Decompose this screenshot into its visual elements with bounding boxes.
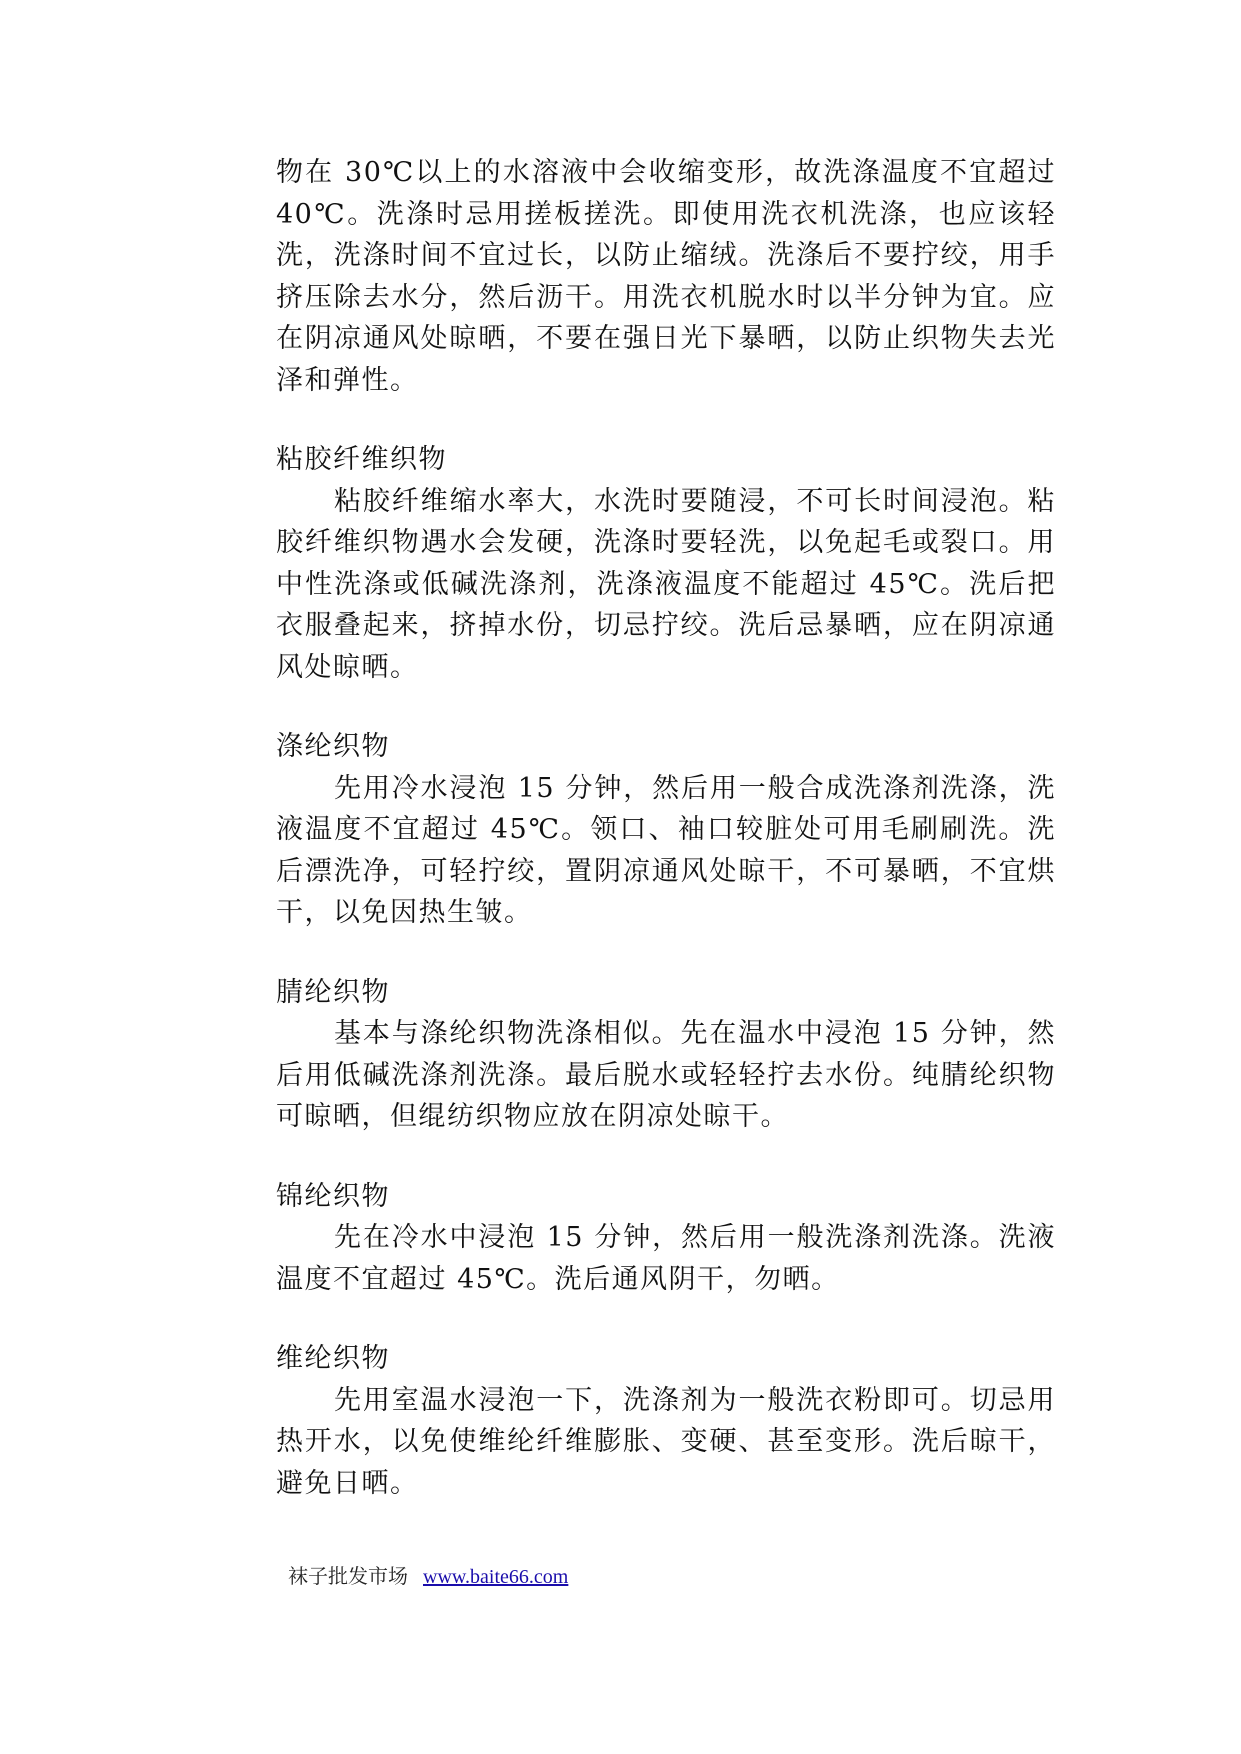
section-heading: 腈纶织物	[276, 976, 390, 1008]
document-body	[276, 152, 1056, 1504]
footer-website-link[interactable]: www.baite66.com	[423, 1566, 569, 1588]
section-polyester	[276, 726, 1056, 934]
section-viscose	[276, 439, 1056, 688]
section-paragraph: 先用冷水浸泡 15 分钟，然后用一般合成洗涤剂洗涤，洗液温度不宜超过 45℃。领口、袖口较脏处可用毛刷刷洗。洗后漂洗净，可轻拧绞，置阴凉通风处晾干，不可暴晒，不宜烘干，以免因热生皱。	[276, 772, 1056, 928]
section-heading: 粘胶纤维织物	[276, 444, 447, 475]
page-footer	[288, 1560, 568, 1589]
section-paragraph: 先在冷水中浸泡 15 分钟，然后用一般洗涤剂洗涤。洗液温度不宜超过 45℃。洗后通风阴干，勿晒。	[276, 1222, 1056, 1295]
section-heading: 锦纶织物	[276, 1180, 390, 1212]
section-nylon	[276, 1176, 1056, 1301]
footer-label: 袜子批发市场	[288, 1566, 408, 1588]
section-acrylic	[276, 972, 1056, 1138]
section-paragraph: 粘胶纤维缩水率大，水洗时要随浸，不可长时间浸泡。粘胶纤维织物遇水会发硬，洗涤时要轻洗，以免起毛或裂口。用中性洗涤或低碱洗涤剂，洗涤液温度不能超过 45℃。洗后把衣服叠起来，挤掉水份，切忌拧绞。洗后忌暴晒，应在阴凉通风处晾晒。	[276, 485, 1056, 683]
section-vinylon	[276, 1338, 1056, 1504]
section-paragraph: 先用室温水浸泡一下，洗涤剂为一般洗衣粉即可。切忌用热开水，以免使维纶纤维膨胀、变硬、甚至变形。洗后晾干，避免日晒。	[276, 1384, 1056, 1499]
intro-paragraph: 物在 30℃以上的水溶液中会收缩变形，故洗涤温度不宜超过 40℃。洗涤时忌用搓板搓洗。即使用洗衣机洗涤，也应该轻洗，洗涤时间不宜过长，以防止缩绒。洗涤后不要拧绞，用手挤压除去水分，然后沥干。用洗衣机脱水时以半分钟为宜。应在阴凉通风处晾晒，不要在强日光下暴晒，以防止织物失去光泽和弹性。	[276, 157, 1056, 396]
section-paragraph: 基本与涤纶织物洗涤相似。先在温水中浸泡 15 分钟，然后用低碱洗涤剂洗涤。最后脱水或轻轻拧去水份。纯腈纶织物可晾晒，但绲纺织物应放在阴凉处晾干。	[276, 1018, 1056, 1132]
section-heading: 维纶织物	[276, 1343, 390, 1374]
section-heading: 涤纶织物	[276, 731, 390, 762]
